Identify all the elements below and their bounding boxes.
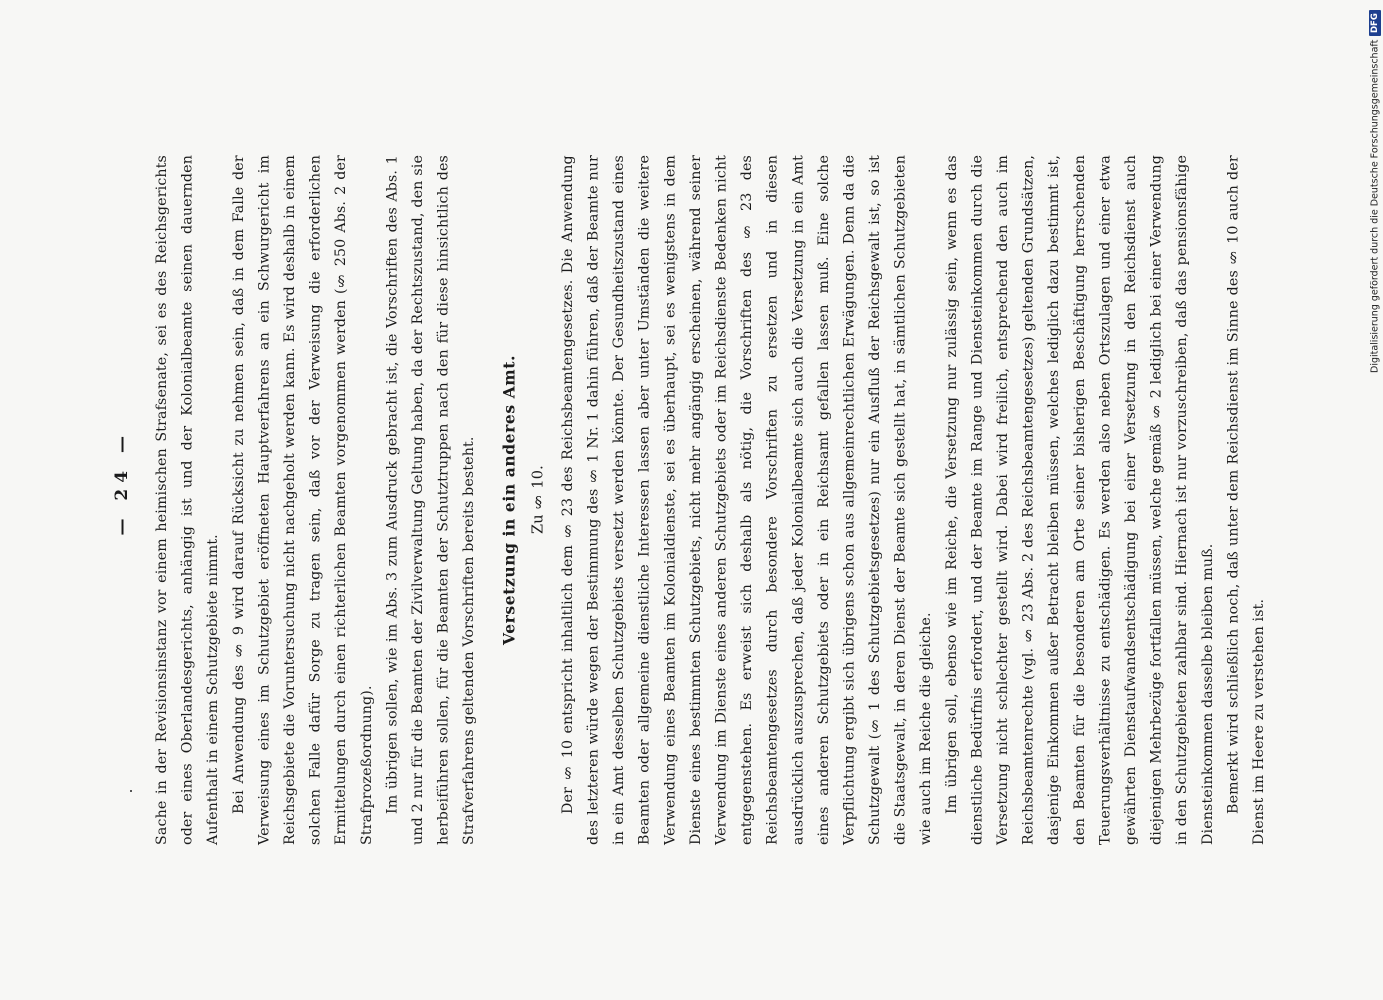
paragraph-1: Sache in der Revisionsinstanz vor einem heimischen Strafsenate, sei es des Reichsgerichts oder eines Oberlandesgerichts, anhängig ist und der Kolonialbeamte seinen dauernden Aufenthalt in einem Schutzgebiete nimmt. (154, 155, 222, 845)
dfg-logo: DFG (1369, 10, 1381, 36)
paragraph-2: Bei Anwendung des § 9 wird darauf Rücksicht zu nehmen sein, daß in dem Falle der Verweisung eines im Schutzgebiet eröffneten Hauptverfahrens an ein Schwurgericht im Reichsgebiete die Voruntersuchung nicht nachgeholt werden kann. Es wird deshalb in einem solchen Falle dafür Sorge zu tragen sein, daß vor der Verweisung die erforderlichen Ermittelungen durch einen richterlichen Beamten vorgenommen werden (§ 250 Abs. 2 der Strafprozeßordnung). (230, 155, 375, 845)
digitization-note: Digitalisierung gefördert durch die Deutsche Forschungsgemeinschaft (1369, 39, 1381, 374)
paragraph-5: Im übrigen soll, ebenso wie im Reiche, die Versetzung nur zulässig sein, wenn es das dienstliche Bedürfnis erfordert, und der Beamte im Range und Diensteinkommen durch die Versetzung nicht schlechter gestellt wird. Dabei wird freilich, entsprechend den auch im Reichsbeamtenrechte (vgl. § 23 Abs. 2 des Reichsbeamtengesetzes) geltenden Grundsätzen, dasjenige Einkommen außer Betracht bleiben müssen, welches lediglich dazu bestimmt ist, den Beamten für die besonderen am Orte seiner bisherigen Beschäftigung herrschenden Teuerungsverhältnisse zu entschädigen. Es werden also neben Ortszulagen und einer etwa gewährten Dienstaufwandsentschädigung bei einer Versetzung in den Reichsdienst auch diejenigen Mehrbezüge fortfallen müssen, welche gemäß § 2 lediglich bei einer Verwendung in den Schutzgebieten zahlbar sind. Hiernach ist nur vorzuschreiben, daß das pensionsfähige Diensteinkommen dasselbe bleiben muß. (943, 155, 1216, 845)
page-number: — 24 — (112, 430, 132, 536)
digitization-credit (1364, 10, 1383, 990)
section-subheading: Zu § 10. (530, 465, 547, 535)
page-body (150, 155, 1267, 845)
section-heading: Versetzung in ein anderes Amt. (499, 354, 519, 646)
paragraph-4: Der § 10 entspricht inhaltlich dem § 23 des Reichsbeamtengesetzes. Die Anwendung des letzteren würde wegen der Bestimmung des § 1 Nr. 1 dahin führen, daß der Beamte nur in ein Amt desselben Schutzgebiets versetzt werden könnte. Der Gesundheitszustand eines Beamten oder allgemeine dienstliche Interessen lassen aber unter Umständen die weitere Verwendung eines Beamten im Kolonialdienste, sei es überhaupt, sei es wenigstens in dem Dienste eines bestimmten Schutzgebiets, nicht mehr angängig erscheinen, während seiner Verwendung im Dienste eines anderen Schutzgebiets oder im Reichsdienste Bedenken nicht entgegenstehen. Es erweist sich deshalb als nötig, die Vorschriften des § 23 des Reichsbeamtengesetzes durch besondere Vorschriften zu ersetzen und in diesen ausdrücklich auszusprechen, daß jeder Kolonialbeamte sich auch die Versetzung in ein Amt eines anderen Schutzgebiets oder in ein Reichsamt gefallen lassen muß. Eine solche Verpflichtung ergibt sich übrigens schon aus allgemeinrechtlichen Erwägungen. Denn da die Schutzgewalt (§ 1 des Schutzgebietsgesetzes) nur ein Ausfluß der Reichsgewalt ist, so ist die Staatsgewalt, in deren Dienst der Beamte sich gestellt hat, in sämtlichen Schutzgebieten wie auch im Reiche die gleiche. (559, 155, 935, 845)
paragraph-6: Bemerkt wird schließlich noch, daß unter dem Reichsdienst im Sinne des § 10 auch der Dienst im Heere zu verstehen ist. (1225, 155, 1267, 845)
paragraph-3: Im übrigen sollen, wie im Abs. 3 zum Ausdruck gebracht ist, die Vorschriften des Abs. 1 und 2 nur für die Beamten der Zivilverwaltung Geltung haben, da der Rechtszustand, den sie herbeiführen sollen, für die Beamten der Schutztruppen nach den für diese hinsichtlich des Strafverfahrens geltenden Vorschriften bereits besteht. (384, 155, 478, 845)
scan-speck (130, 790, 132, 792)
